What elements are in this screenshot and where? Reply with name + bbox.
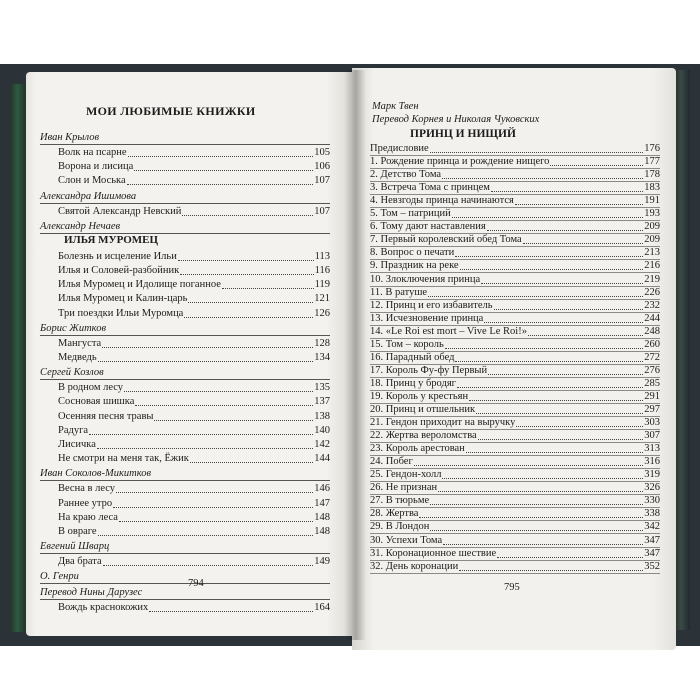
toc-entry-title: 25. Гендон-холл xyxy=(370,469,442,481)
toc-entry xyxy=(58,482,330,496)
toc-entry-title: 17. Король Фу-фу Первый xyxy=(370,364,488,376)
toc-entry xyxy=(58,205,330,219)
toc-leader-dots xyxy=(476,413,643,414)
toc-entry xyxy=(58,250,330,264)
toc-chapter-entry xyxy=(370,377,660,391)
author-rule xyxy=(40,379,330,380)
toc-page-number: 146 xyxy=(314,483,330,495)
toc-chapter-entry xyxy=(370,364,660,378)
toc-entry xyxy=(58,307,330,321)
toc-leader-dots xyxy=(182,215,313,216)
left-page-number: 794 xyxy=(188,578,204,589)
toc-author: О. Генри xyxy=(40,571,79,583)
toc-entry-title: Илья Муромец и Калин-царь xyxy=(58,293,188,305)
toc-entry-title: 10. Злоключения принца xyxy=(370,273,481,285)
toc-entry xyxy=(58,555,330,569)
toc-author: Иван Соколов-Микитков xyxy=(40,468,152,480)
toc-page-number: 316 xyxy=(644,456,660,468)
toc-author: Борис Житков xyxy=(40,322,106,334)
toc-leader-dots xyxy=(430,504,643,505)
toc-chapter-entry xyxy=(370,181,660,195)
toc-entry-title: На краю леса xyxy=(58,511,118,523)
toc-page-number: 313 xyxy=(644,443,660,455)
toc-entry xyxy=(58,381,330,395)
toc-page-number: 105 xyxy=(314,147,330,158)
toc-entry xyxy=(58,511,330,525)
toc-leader-dots xyxy=(550,165,643,166)
toc-chapter-entry xyxy=(370,168,660,182)
toc-page-number: 209 xyxy=(644,234,660,246)
toc-leader-dots xyxy=(134,170,313,171)
toc-leader-dots xyxy=(443,544,643,545)
toc-chapter-entry xyxy=(370,246,660,260)
toc-page-number: 276 xyxy=(644,364,660,376)
toc-leader-dots xyxy=(98,535,314,536)
toc-entry xyxy=(58,525,330,539)
right-page-title: ПРИНЦ И НИЩИЙ xyxy=(410,128,516,140)
toc-entry-title: 18. Принц у бродяг xyxy=(370,377,456,389)
toc-entry xyxy=(58,160,330,174)
toc-page-number: 272 xyxy=(644,351,660,363)
toc-entry-title: 7. Первый королевский обед Тома xyxy=(370,234,522,246)
toc-leader-dots xyxy=(523,243,644,244)
toc-entry xyxy=(58,452,330,466)
toc-page-number: 164 xyxy=(314,602,330,614)
toc-page-number: 326 xyxy=(644,482,660,494)
toc-entry xyxy=(58,146,330,160)
toc-entry-title: В овраге xyxy=(58,526,97,537)
toc-leader-dots xyxy=(178,260,314,261)
author-rule xyxy=(40,583,330,584)
author-rule xyxy=(40,599,330,600)
toc-chapter-entry xyxy=(370,207,660,221)
toc-page-number: 330 xyxy=(644,495,660,507)
toc-page-number: 232 xyxy=(644,299,660,311)
author-rule xyxy=(40,480,330,481)
toc-page-number: 176 xyxy=(644,143,660,154)
toc-chapter-entry xyxy=(370,442,660,456)
toc-entry-title: Илья и Соловей-разбойник xyxy=(58,265,180,276)
toc-entry xyxy=(58,395,330,409)
author-rule xyxy=(40,144,330,145)
toc-leader-dots xyxy=(89,434,313,435)
toc-leader-dots xyxy=(127,184,314,185)
toc-leader-dots xyxy=(497,557,643,558)
toc-leader-dots xyxy=(103,565,314,566)
toc-leader-dots xyxy=(98,361,314,362)
toc-entry xyxy=(58,410,330,424)
toc-page-number: 248 xyxy=(644,325,660,337)
toc-chapter-entry xyxy=(370,325,660,339)
toc-leader-dots xyxy=(459,570,643,571)
toc-entry-title: 21. Гендон приходит на выручку xyxy=(370,417,516,429)
toc-page-number: 291 xyxy=(644,390,660,402)
toc-entry-title: 26. Не признан xyxy=(370,482,438,494)
toc-entry-title: 23. Король арестован xyxy=(370,443,465,455)
toc-leader-dots xyxy=(97,448,313,449)
toc-entry-title: 11. В ратуше xyxy=(370,286,428,298)
toc-entry-title: 27. В тюрьме xyxy=(370,495,430,507)
toc-chapter-entry xyxy=(370,351,660,365)
toc-entry-title: Радуга xyxy=(58,424,89,436)
toc-page-number: 260 xyxy=(644,338,660,350)
toc-chapter-entry xyxy=(370,286,660,300)
toc-page-number: 226 xyxy=(644,286,660,298)
toc-chapter-entry xyxy=(370,534,660,548)
toc-leader-dots xyxy=(481,283,643,284)
toc-entry xyxy=(58,601,330,615)
toc-entry-title: 32. День коронации xyxy=(370,560,459,572)
toc-author: Сергей Козлов xyxy=(40,367,104,379)
toc-chapter-entry xyxy=(370,455,660,469)
toc-page-number: 352 xyxy=(644,560,660,572)
toc-leader-dots xyxy=(438,491,643,492)
toc-chapter-entry xyxy=(370,416,660,430)
toc-entry xyxy=(58,337,330,351)
toc-leader-dots xyxy=(180,274,313,275)
toc-page-number: 244 xyxy=(644,312,660,324)
toc-entry-title: 22. Жертва вероломства xyxy=(370,430,477,442)
toc-leader-dots xyxy=(469,400,643,401)
toc-leader-dots xyxy=(222,288,314,289)
toc-leader-dots xyxy=(154,420,313,421)
toc-leader-dots xyxy=(455,256,643,257)
toc-entry-title: Болезнь и исцеление Ильи xyxy=(58,250,177,262)
toc-leader-dots xyxy=(428,296,643,297)
toc-entry-title: 14. «Le Roi est mort – Vive Le Roi!» xyxy=(370,325,527,337)
toc-page-number: 347 xyxy=(644,534,660,546)
toc-entry-title: 6. Тому дают наставления xyxy=(370,221,486,233)
toc-chapter-entry xyxy=(370,468,660,482)
toc-page-number: 183 xyxy=(644,182,660,194)
toc-leader-dots xyxy=(516,426,643,427)
toc-leader-dots xyxy=(488,374,643,375)
toc-entry-title: Медведь xyxy=(58,352,97,363)
toc-page-number: 148 xyxy=(314,526,330,537)
toc-leader-dots xyxy=(460,269,644,270)
toc-page-number: 138 xyxy=(314,410,330,422)
toc-page-number: 128 xyxy=(314,337,330,349)
toc-entry xyxy=(58,278,330,292)
toc-entry-title: Весна в лесу xyxy=(58,483,116,495)
toc-entry-title: 19. Король у крестьян xyxy=(370,390,469,402)
toc-page-number: 119 xyxy=(314,279,330,291)
toc-entry-title: 1. Рождение принца и рождение нищего xyxy=(370,156,550,168)
toc-chapter-entry xyxy=(370,560,660,574)
toc-entry-title: Не смотри на меня так, Ёжик xyxy=(58,453,189,465)
toc-leader-dots xyxy=(445,348,643,349)
toc-leader-dots xyxy=(491,191,643,192)
toc-leader-dots xyxy=(484,322,643,323)
toc-chapter-entry xyxy=(370,220,660,234)
toc-leader-dots xyxy=(452,217,643,218)
toc-entry-title: Три поездки Ильи Муромца xyxy=(58,307,184,319)
author-rule xyxy=(40,553,330,554)
toc-entry-title: 9. Праздник на реке xyxy=(370,260,459,272)
author-rule xyxy=(40,335,330,336)
toc-leader-dots xyxy=(442,178,643,179)
toc-entry-title: 13. Исчезновение принца xyxy=(370,312,484,324)
toc-author: Александра Ишимова xyxy=(40,190,137,202)
toc-entry-title: 20. Принц и отшельник xyxy=(370,404,476,415)
toc-page-number: 285 xyxy=(644,377,660,389)
toc-page-number: 134 xyxy=(314,352,330,363)
toc-leader-dots xyxy=(102,347,313,348)
toc-author: Перевод Нины Дарузес xyxy=(40,587,143,599)
toc-entry-title: 28. Жертва xyxy=(370,508,419,520)
toc-page-number: 144 xyxy=(314,453,330,465)
toc-chapter-entry xyxy=(370,547,660,561)
toc-leader-dots xyxy=(184,317,313,318)
toc-leader-dots xyxy=(119,521,313,522)
toc-entry-title: В родном лесу xyxy=(58,382,124,394)
toc-chapter-entry xyxy=(370,299,660,313)
row-rule xyxy=(370,573,660,574)
toc-leader-dots xyxy=(414,465,643,466)
toc-page-number: 106 xyxy=(314,161,330,173)
toc-leader-dots xyxy=(135,405,313,406)
toc-leader-dots xyxy=(116,492,313,493)
toc-leader-dots xyxy=(149,611,313,612)
toc-entry xyxy=(58,292,330,306)
toc-leader-dots xyxy=(457,387,643,388)
toc-page-number: 177 xyxy=(644,156,660,168)
toc-page-number: 178 xyxy=(644,169,660,181)
toc-chapter-entry xyxy=(370,494,660,508)
toc-page-number: 121 xyxy=(314,293,330,305)
toc-leader-dots xyxy=(478,439,644,440)
toc-chapter-entry xyxy=(370,259,660,273)
toc-author: Иван Крылов xyxy=(40,132,100,143)
toc-entry-title: 16. Парадный обед xyxy=(370,351,455,363)
toc-chapter-entry xyxy=(370,312,660,326)
toc-chapter-entry xyxy=(370,233,660,247)
toc-entry-title: 3. Встреча Тома с принцем xyxy=(370,182,490,194)
toc-entry-title: Мангуста xyxy=(58,337,102,349)
toc-page-number: 135 xyxy=(314,382,330,394)
toc-entry-title: 5. Том – патриций xyxy=(370,208,451,220)
toc-leader-dots xyxy=(430,152,644,153)
toc-leader-dots xyxy=(442,478,643,479)
toc-entry-title: 12. Принц и его избавитель xyxy=(370,299,493,311)
toc-leader-dots xyxy=(515,204,643,205)
toc-page-number: 116 xyxy=(314,265,330,276)
toc-chapter-entry xyxy=(370,155,660,169)
toc-page-number: 148 xyxy=(314,511,330,523)
toc-entry-title: 8. Вопрос о печати xyxy=(370,247,455,259)
toc-leader-dots xyxy=(430,530,643,531)
toc-leader-dots xyxy=(455,361,643,362)
toc-leader-dots xyxy=(528,335,643,336)
toc-page-number: 307 xyxy=(644,430,660,442)
book-gutter xyxy=(344,70,366,640)
toc-entry-title: Ворона и лисица xyxy=(58,161,134,173)
toc-page-number: 147 xyxy=(314,497,330,509)
toc-entry-title: 29. В Лондон xyxy=(370,521,430,533)
toc-entry-title: Илья Муромец и Идолище поганное xyxy=(58,279,221,291)
toc-page-number: 140 xyxy=(314,424,330,436)
toc-page-number: 126 xyxy=(314,307,330,319)
toc-page-number: 149 xyxy=(314,556,330,568)
toc-entry xyxy=(58,424,330,438)
toc-leader-dots xyxy=(124,391,313,392)
toc-leader-dots xyxy=(466,452,643,453)
toc-page-number: 213 xyxy=(644,247,660,259)
author-rule xyxy=(40,203,330,204)
toc-entry-title: Святой Александр Невский xyxy=(58,205,182,217)
toc-chapter-entry xyxy=(370,429,660,443)
toc-leader-dots xyxy=(128,156,314,157)
toc-page-number: 338 xyxy=(644,508,660,520)
toc-page-number: 303 xyxy=(644,417,660,429)
toc-entry-title: Осенняя песня травы xyxy=(58,410,154,422)
toc-entry xyxy=(58,497,330,511)
toc-entry-title: Волк на псарне xyxy=(58,147,127,158)
toc-leader-dots xyxy=(419,517,643,518)
toc-chapter-entry xyxy=(370,390,660,404)
toc-page-number: 107 xyxy=(314,175,330,187)
toc-entry-title: 24. Побег xyxy=(370,456,413,468)
toc-entry xyxy=(58,174,330,188)
toc-author: Александр Нечаев xyxy=(40,220,121,232)
right-page-number: 795 xyxy=(504,582,520,593)
toc-chapter-entry xyxy=(370,403,660,417)
toc-entry-title: Слон и Моська xyxy=(58,175,126,187)
toc-entry xyxy=(58,351,330,365)
toc-page-number: 219 xyxy=(644,273,660,285)
toc-page-number: 342 xyxy=(644,521,660,533)
toc-entry xyxy=(58,438,330,452)
toc-page-number: 137 xyxy=(314,396,330,408)
toc-entry-title: Сосновая шишка xyxy=(58,396,135,408)
toc-entry-title: Вождь краснокожих xyxy=(58,602,149,614)
toc-chapter-entry xyxy=(370,194,660,208)
toc-chapter-entry xyxy=(370,507,660,521)
right-page-author: Марк Твен xyxy=(372,101,419,112)
toc-page-number: 347 xyxy=(644,547,660,559)
toc-page-number: 209 xyxy=(644,221,660,233)
toc-page-number: 297 xyxy=(644,404,660,415)
toc-leader-dots xyxy=(494,309,644,310)
toc-entry-title: 30. Успехи Тома xyxy=(370,534,443,546)
right-page-translator: Перевод Корнея и Николая Чуковских xyxy=(372,114,540,125)
toc-entry-title: Раннее утро xyxy=(58,497,113,509)
toc-leader-dots xyxy=(188,302,313,303)
toc-chapter-entry xyxy=(370,273,660,287)
toc-page-number: 113 xyxy=(314,250,330,262)
toc-leader-dots xyxy=(190,462,313,463)
toc-chapter-entry xyxy=(370,338,660,352)
toc-entry-title: Предисловие xyxy=(370,143,429,154)
toc-entry-title: Лисичка xyxy=(58,439,96,450)
toc-entry xyxy=(58,264,330,278)
toc-page-number: 107 xyxy=(314,205,330,217)
toc-entry-title: Два брата xyxy=(58,556,102,568)
toc-page-number: 191 xyxy=(644,195,660,207)
toc-page-number: 319 xyxy=(644,469,660,481)
toc-page-number: 142 xyxy=(314,439,330,450)
toc-page-number: 216 xyxy=(644,260,660,272)
toc-chapter-entry xyxy=(370,142,660,156)
left-page-title: МОИ ЛЮБИМЫЕ КНИЖКИ xyxy=(86,104,256,118)
toc-leader-dots xyxy=(487,230,644,231)
toc-page-number: 193 xyxy=(644,208,660,220)
toc-leader-dots xyxy=(113,507,313,508)
toc-author: Евгений Шварц xyxy=(40,541,110,553)
toc-section-heading: ИЛЬЯ МУРОМЕЦ xyxy=(64,233,159,246)
toc-chapter-entry xyxy=(370,520,660,534)
toc-chapter-entry xyxy=(370,481,660,495)
toc-entry-title: 4. Невзгоды принца начинаются xyxy=(370,195,514,207)
toc-entry-title: 2. Детство Тома xyxy=(370,169,442,181)
toc-entry-title: 31. Коронационное шествие xyxy=(370,547,497,559)
toc-entry-title: 15. Том – король xyxy=(370,338,444,350)
